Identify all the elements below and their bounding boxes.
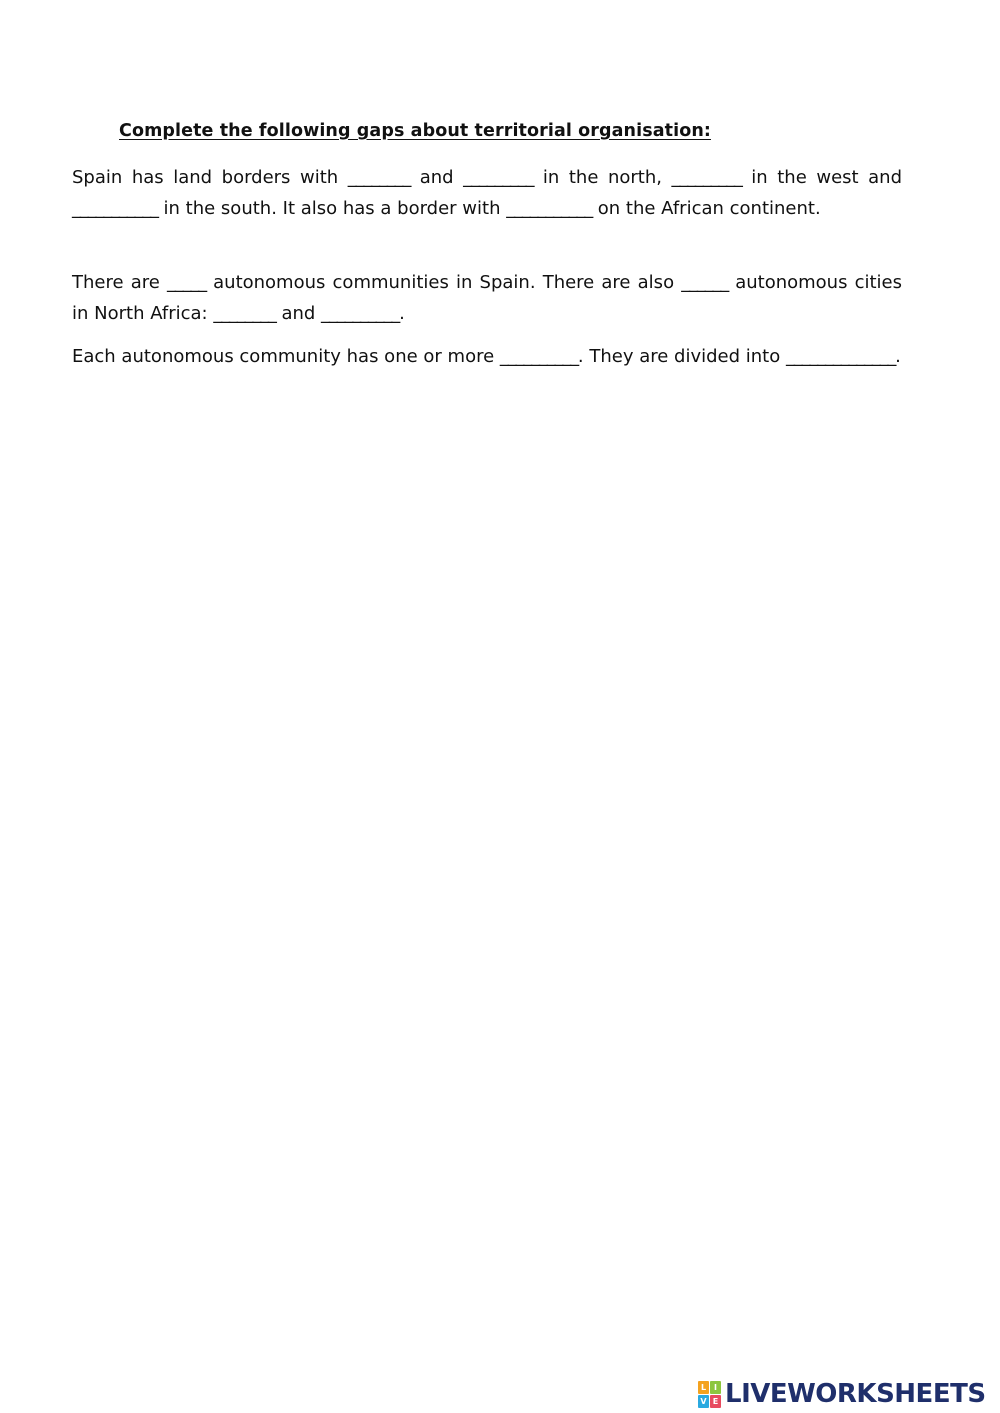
paragraph-text: in the south. It also has a border with	[157, 198, 507, 219]
blank-gap[interactable]: ________	[347, 167, 411, 188]
paragraph-text: .	[399, 303, 405, 324]
blank-gap[interactable]: __________	[499, 346, 578, 367]
paragraph-text: . They are divided into	[577, 346, 786, 367]
blank-gap[interactable]: ___________	[72, 198, 158, 219]
paragraph-text: .	[895, 346, 901, 367]
paragraph-text: There are	[72, 272, 167, 293]
paragraph-text: on the African continent.	[592, 198, 821, 219]
liveworksheets-logo	[698, 1378, 986, 1410]
liveworksheets-logo-icon	[698, 1381, 721, 1408]
paragraph-text: and	[410, 167, 464, 188]
logo-icon-letter: E	[710, 1395, 721, 1408]
paragraph-text: Spain has land borders with	[72, 167, 348, 188]
paragraph-autonomous-communities	[72, 267, 902, 329]
blank-gap[interactable]: ______	[681, 272, 729, 293]
paragraph-borders	[72, 162, 902, 224]
paragraph-text: and	[275, 303, 322, 324]
blank-gap[interactable]: _________	[671, 167, 742, 188]
paragraph-text: Each autonomous community has one or more	[72, 346, 500, 367]
blank-gap[interactable]: _________	[463, 167, 534, 188]
paragraph-text: autonomous communities in Spain. There are also	[205, 272, 682, 293]
logo-icon-letter: V	[698, 1395, 709, 1408]
blank-gap[interactable]: __________	[321, 303, 400, 324]
watermark-text: LIVEWORKSHEETS	[725, 1379, 986, 1409]
logo-icon-letter: L	[698, 1381, 709, 1394]
paragraph-text: in the west and	[741, 167, 902, 188]
blank-gap[interactable]: ________	[213, 303, 276, 324]
paragraph-text: autonomous cities in North Africa:	[72, 272, 903, 324]
logo-icon-letter: I	[710, 1381, 721, 1394]
blank-gap[interactable]: _____	[166, 272, 206, 293]
paragraph-text: in the north,	[533, 167, 672, 188]
worksheet-title: Complete the following gaps about territorial organisation:	[119, 121, 711, 141]
paragraph-provinces	[72, 341, 902, 372]
blank-gap[interactable]: ___________	[506, 198, 593, 219]
blank-gap[interactable]: ______________	[785, 346, 896, 367]
